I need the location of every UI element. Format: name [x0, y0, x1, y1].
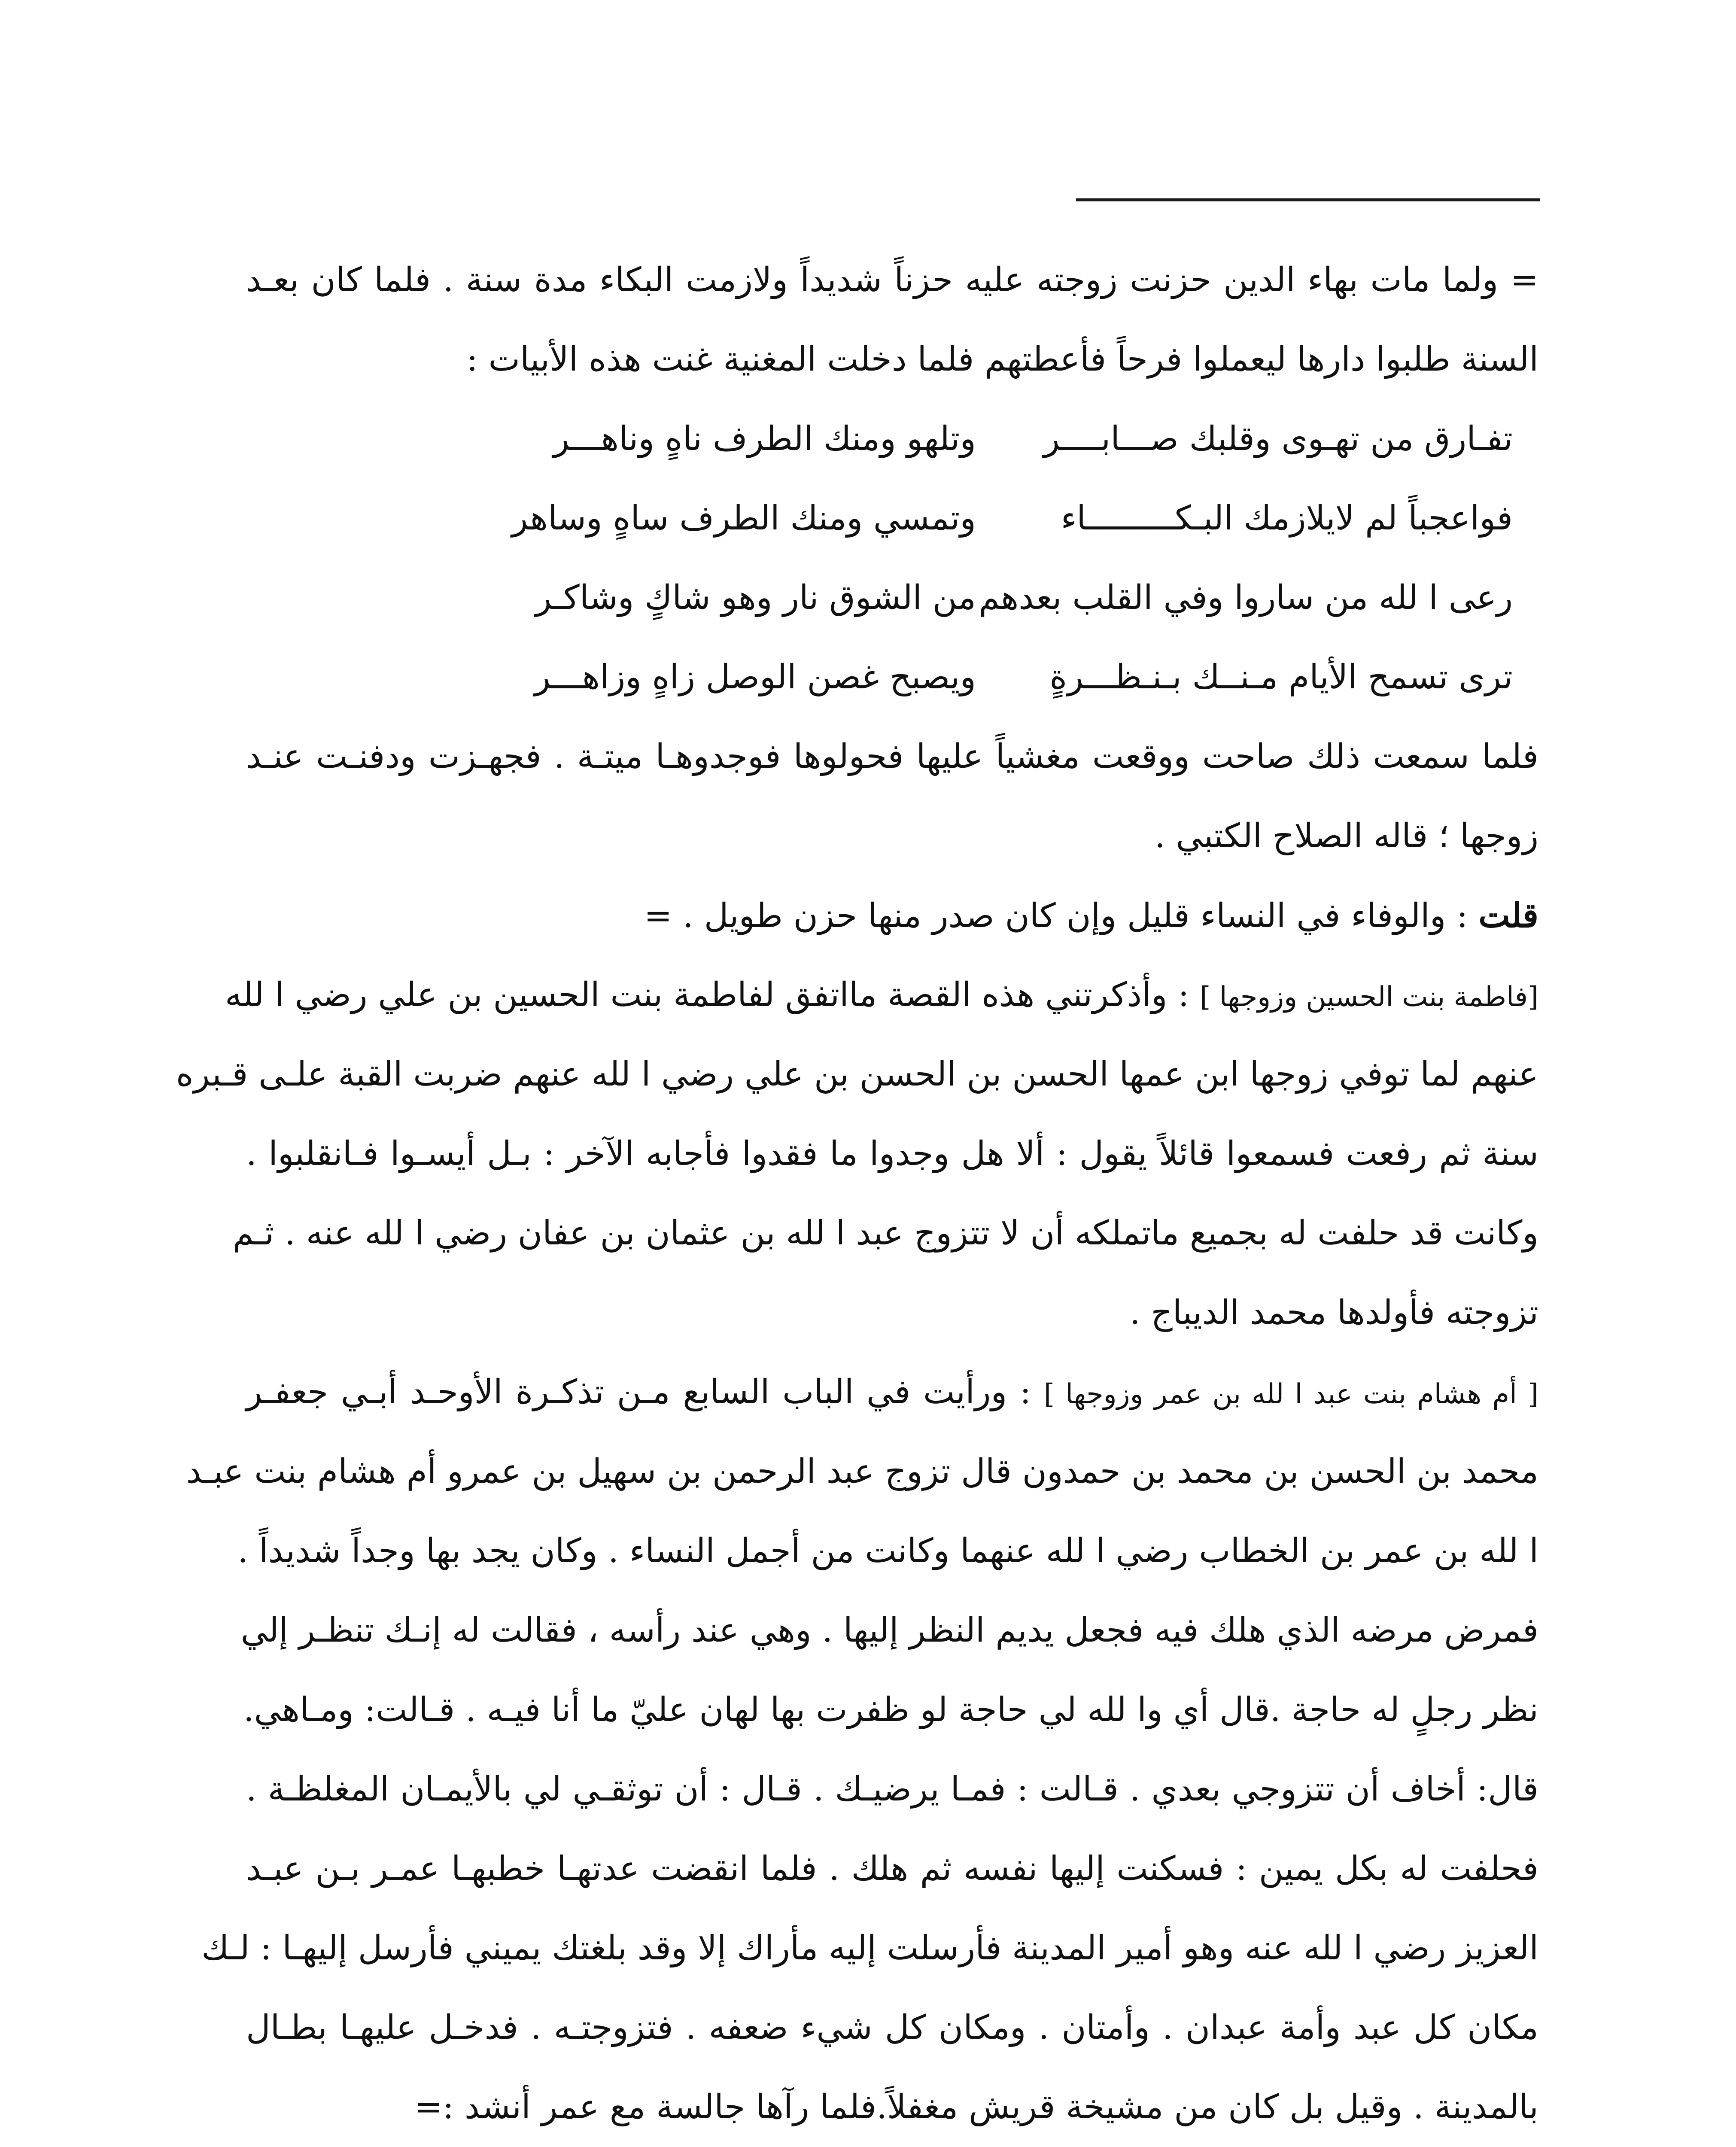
text-line: = ولما مات بهاء الدين حزنت زوجته عليه حزناً شديداً ولازمت البكاء مدة سنة . فلما كان بعـد — [246, 261, 1538, 299]
text-line: ا لله بن عمر بن الخطاب رضي ا لله عنهما وكانت من أجمل النساء . وكان يجد بها وجداً شديداً . — [237, 1532, 1538, 1570]
text-line: السنة طلبوا دارها ليعملوا فرحاً فأعطتهم فلما دخلت المغنية غنت هذه الأبيات : — [466, 340, 1538, 379]
text-line: فحلفت له بكل يمين : فسكنت إليها نفسه ثم هلك . فلما انقضت عدتهـا خطبهـا عمـر بـن عبـد — [246, 1849, 1538, 1888]
section-label-fatima: [فاطمة بنت الحسين وزوجها ] — [1200, 981, 1538, 1013]
verse-first-hemistich: ترى تسمح الأيام مـنــك بـنـظـــرةٍ — [1049, 658, 1513, 696]
text-line: وكانت قد حلفت له بجميع ماتملكه أن لا تتزوج عبد ا لله بن عثمان بن عفان رضي ا لله عنه . ثـم — [232, 1214, 1538, 1253]
poem-verse — [474, 558, 1513, 638]
text-line: سنة ثم رفعت فسمعوا قائلاً يقول : ألا هل وجدوا ما فقدوا فأجابه الآخر : بـل أيسـوا فـانقلبوا . — [246, 1134, 1538, 1173]
text-line: فلما سمعت ذلك صاحت ووقعت مغشياً عليها فحولوها فوجدوهـا ميتـة . فجهـزت ودفنـت عنـد — [246, 737, 1538, 776]
section-heading-line — [225, 955, 1538, 1035]
verse-second-hemistich: وتلهو ومنك الطرف ناهٍ وناهـــر — [553, 420, 976, 458]
text-line: نظر رجلٍ له حاجة .قال أي وا لله لي حاجة لو ظفرت بها لهان عليّ ما أنا فيـه . قـالت: ومـاهي. — [243, 1691, 1538, 1729]
qult-text: : والوفاء في النساء قليل وإن كان صدر منها حزن طويل . = — [644, 897, 1468, 935]
verse-first-hemistich: رعى ا لله من ساروا وفي القلب بعدهم — [979, 578, 1513, 617]
text-line: زوجها ؛ قاله الصلاح الكتبي . — [1154, 817, 1538, 855]
poem-verse — [474, 638, 1513, 717]
footnote-separator-rule — [1076, 198, 1540, 201]
text-line: فمرض مرضه الذي هلك فيه فجعل يديم النظر إليها . وهي عند رأسه ، فقالت له إنـك تنظـر إلي — [240, 1611, 1538, 1650]
text-line: عنهم لما توفي زوجها ابن عمها الحسن بن الحسن بن علي رضي ا لله عنهم ضربت القبة علـى قـبره — [176, 1055, 1538, 1094]
verse-second-hemistich: من الشوق نار وهو شاكٍ وشاكـر — [535, 578, 976, 617]
footnote-text-block — [176, 240, 1539, 2147]
text-line: العزيز رضي ا لله عنه وهو أمير المدينة فأرسلت إليه مأراك إلا وقد بلغتك يميني فأرسل إليهـا : لـك — [201, 1929, 1538, 1968]
text-line: تزوجته فأولدها محمد الديباج . — [1129, 1293, 1538, 1332]
qult-line — [246, 876, 1538, 955]
verse-first-hemistich: فواعجباً لم لايلازمك البـكـــــــــاء — [1061, 499, 1513, 538]
section-first-line-text: : وأذكرتني هذه القصة مااتفق لفاطمة بنت الحسين بن علي رضي ا لله — [225, 976, 1189, 1014]
section-first-line-text: : ورأيت في الباب السابع مـن تذكـرة الأوحـد أبـي جعفـر — [246, 1373, 1031, 1411]
verse-second-hemistich: وتمسي ومنك الطرف ساهٍ وساهر — [511, 499, 976, 538]
text-line: محمد بن الحسن بن محمد بن حمدون قال تزوج عبد الرحمن بن سهيل بن عمرو أم هشام بنت عبـد — [186, 1452, 1538, 1491]
poem-verse — [474, 479, 1513, 558]
section-heading-line — [246, 1353, 1538, 1432]
text-line: قال: أخاف أن تتزوجي بعدي . قـالت : فمـا يرضيـك . قـال : أن توثقـي لي بالأيمـان المغلظـة . — [246, 1770, 1539, 1809]
poem — [474, 399, 1513, 717]
verse-first-hemistich: تفـارق من تهـوى وقلبك صـــابــــر — [1043, 420, 1513, 458]
section-label-umm-hisham: [ أم هشام بنت عبد ا لله بن عمر وزوجها ] — [1043, 1378, 1539, 1410]
text-line: مكان كل عبد وأمة عبدان . وأمتان . ومكان كل شيء ضعفه . فتزوجتـه . فدخـل عليهـا بطـال — [246, 2008, 1538, 2047]
text-line: بالمدينة . وقيل بل كان من مشيخة قريش مغفلاً.فلما رآها جالسة مع عمر أنشد := — [414, 2088, 1538, 2126]
verse-second-hemistich: ويصبح غصن الوصل زاهٍ وزاهـــر — [534, 658, 976, 696]
poem-verse — [474, 399, 1513, 479]
qult-label: قلت — [1478, 896, 1538, 935]
